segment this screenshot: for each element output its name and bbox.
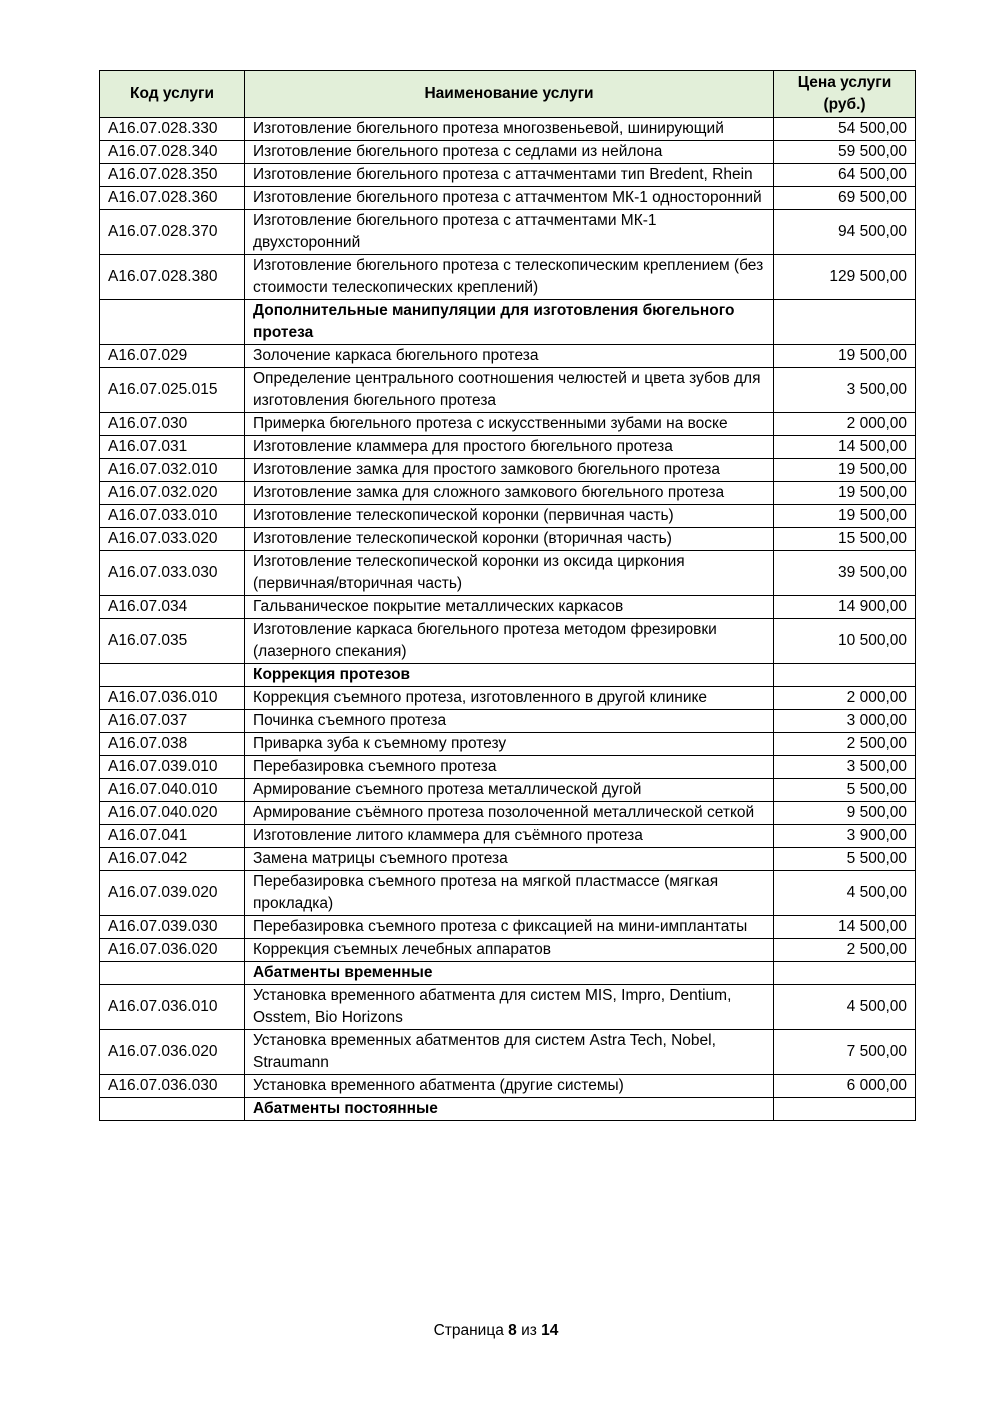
price-table [99, 70, 916, 1121]
cell-name: Установка временных абатментов для систем Astra Tech, Nobel, Straumann [245, 1030, 774, 1075]
cell-code: A16.07.036.020 [100, 1030, 245, 1075]
cell-name: Изготовление телескопической коронки из оксида циркония (первичная/вторичная часть) [245, 551, 774, 596]
cell-price: 10 500,00 [774, 619, 916, 664]
table-row [100, 1030, 916, 1075]
cell-price [774, 300, 916, 345]
table-row [100, 551, 916, 596]
cell-name: Приварка зуба к съемному протезу [245, 733, 774, 756]
cell-price: 94 500,00 [774, 210, 916, 255]
cell-name: Перебазировка съемного протеза [245, 756, 774, 779]
cell-code [100, 1098, 245, 1121]
table-row [100, 436, 916, 459]
table-row [100, 710, 916, 733]
cell-price [774, 962, 916, 985]
cell-name: Коррекция съемного протеза, изготовленного в другой клинике [245, 687, 774, 710]
cell-price: 7 500,00 [774, 1030, 916, 1075]
table-row [100, 1075, 916, 1098]
cell-code: A16.07.029 [100, 345, 245, 368]
cell-name: Изготовление телескопической коронки (первичная часть) [245, 505, 774, 528]
cell-code: A16.07.041 [100, 825, 245, 848]
table-row [100, 164, 916, 187]
table-row [100, 141, 916, 164]
cell-code: A16.07.030 [100, 413, 245, 436]
cell-code: A16.07.035 [100, 619, 245, 664]
page-footer [0, 1322, 992, 1340]
table-row [100, 596, 916, 619]
cell-name: Изготовление телескопической коронки (вторичная часть) [245, 528, 774, 551]
cell-code: A16.07.031 [100, 436, 245, 459]
cell-code: A16.07.032.020 [100, 482, 245, 505]
cell-name: Изготовление бюгельного протеза многозвеньевой, шинирующий [245, 118, 774, 141]
cell-code: A16.07.033.030 [100, 551, 245, 596]
cell-code: A16.07.036.020 [100, 939, 245, 962]
cell-code: A16.07.033.010 [100, 505, 245, 528]
table-row [100, 939, 916, 962]
cell-name: Гальваническое покрытие металлических каркасов [245, 596, 774, 619]
cell-price: 59 500,00 [774, 141, 916, 164]
cell-name: Изготовление бюгельного протеза с аттачментами тип Bredent, Rhein [245, 164, 774, 187]
column-header-code: Код услуги [100, 71, 245, 118]
cell-name: Золочение каркаса бюгельного протеза [245, 345, 774, 368]
cell-code: A16.07.039.020 [100, 871, 245, 916]
cell-price: 5 500,00 [774, 779, 916, 802]
cell-code: A16.07.028.380 [100, 255, 245, 300]
cell-code: A16.07.036.030 [100, 1075, 245, 1098]
table-row [100, 871, 916, 916]
table-row [100, 459, 916, 482]
cell-price: 64 500,00 [774, 164, 916, 187]
table-row [100, 733, 916, 756]
cell-code [100, 300, 245, 345]
cell-price: 3 000,00 [774, 710, 916, 733]
cell-name: Установка временного абатмента (другие системы) [245, 1075, 774, 1098]
table-row [100, 345, 916, 368]
cell-name: Изготовление бюгельного протеза с седлами из нейлона [245, 141, 774, 164]
cell-price: 2 500,00 [774, 733, 916, 756]
table-row [100, 619, 916, 664]
cell-code [100, 664, 245, 687]
cell-code: A16.07.040.020 [100, 802, 245, 825]
cell-price: 3 500,00 [774, 756, 916, 779]
cell-price: 3 900,00 [774, 825, 916, 848]
table-row [100, 779, 916, 802]
cell-price: 2 000,00 [774, 687, 916, 710]
cell-name: Изготовление бюгельного протеза с телескопическим креплением (без стоимости телескопических креплений) [245, 255, 774, 300]
table-section-row [100, 664, 916, 687]
cell-price [774, 1098, 916, 1121]
table-row [100, 802, 916, 825]
cell-price: 5 500,00 [774, 848, 916, 871]
table-row [100, 118, 916, 141]
cell-code: A16.07.028.330 [100, 118, 245, 141]
cell-name: Коррекция съемных лечебных аппаратов [245, 939, 774, 962]
table-row [100, 255, 916, 300]
cell-price: 15 500,00 [774, 528, 916, 551]
table-row [100, 505, 916, 528]
cell-name: Перебазировка съемного протеза на мягкой пластмассе (мягкая прокладка) [245, 871, 774, 916]
cell-code: A16.07.042 [100, 848, 245, 871]
cell-name: Дополнительные манипуляции для изготовления бюгельного протеза [245, 300, 774, 345]
table-row [100, 187, 916, 210]
cell-code [100, 962, 245, 985]
page-current: 8 [508, 1322, 517, 1339]
cell-name: Перебазировка съемного протеза с фиксацией на мини-имплантаты [245, 916, 774, 939]
table-row [100, 825, 916, 848]
cell-code: A16.07.038 [100, 733, 245, 756]
cell-price: 14 500,00 [774, 436, 916, 459]
cell-name: Починка съемного протеза [245, 710, 774, 733]
cell-name: Коррекция протезов [245, 664, 774, 687]
cell-name: Примерка бюгельного протеза с искусственными зубами на воске [245, 413, 774, 436]
cell-price: 6 000,00 [774, 1075, 916, 1098]
cell-price: 19 500,00 [774, 345, 916, 368]
table-row [100, 482, 916, 505]
table-row [100, 528, 916, 551]
column-header-price: Цена услуги (руб.) [774, 71, 916, 118]
cell-name: Изготовление замка для сложного замкового бюгельного протеза [245, 482, 774, 505]
cell-price: 3 500,00 [774, 368, 916, 413]
page-of-label: из [521, 1322, 537, 1339]
cell-code: A16.07.039.010 [100, 756, 245, 779]
cell-code: A16.07.028.340 [100, 141, 245, 164]
cell-name: Определение центрального соотношения челюстей и цвета зубов для изготовления бюгельного протеза [245, 368, 774, 413]
cell-code: A16.07.034 [100, 596, 245, 619]
cell-name: Армирование съёмного протеза позолоченной металлической сеткой [245, 802, 774, 825]
cell-price: 2 000,00 [774, 413, 916, 436]
cell-price [774, 664, 916, 687]
cell-code: A16.07.040.010 [100, 779, 245, 802]
cell-price: 129 500,00 [774, 255, 916, 300]
cell-price: 14 500,00 [774, 916, 916, 939]
cell-name: Изготовление кламмера для простого бюгельного протеза [245, 436, 774, 459]
cell-code: A16.07.037 [100, 710, 245, 733]
cell-name: Изготовление каркаса бюгельного протеза методом фрезировки (лазерного спекания) [245, 619, 774, 664]
table-section-row [100, 1098, 916, 1121]
table-row [100, 210, 916, 255]
table-body [100, 118, 916, 1121]
cell-code: A16.07.025.015 [100, 368, 245, 413]
table-row [100, 985, 916, 1030]
page-label: Страница [433, 1322, 504, 1339]
table-section-row [100, 300, 916, 345]
column-header-name: Наименование услуги [245, 71, 774, 118]
cell-price: 69 500,00 [774, 187, 916, 210]
cell-price: 39 500,00 [774, 551, 916, 596]
table-row [100, 756, 916, 779]
table-row [100, 413, 916, 436]
cell-code: A16.07.033.020 [100, 528, 245, 551]
cell-code: A16.07.028.360 [100, 187, 245, 210]
cell-name: Замена матрицы съемного протеза [245, 848, 774, 871]
cell-code: A16.07.036.010 [100, 687, 245, 710]
cell-price: 14 900,00 [774, 596, 916, 619]
cell-code: A16.07.036.010 [100, 985, 245, 1030]
table-row [100, 848, 916, 871]
cell-name: Установка временного абатмента для систем MIS, Impro, Dentium, Osstem, Bio Horizons [245, 985, 774, 1030]
cell-name: Изготовление бюгельного протеза с аттачментом МК-1 односторонний [245, 187, 774, 210]
table-section-row [100, 962, 916, 985]
table-header-row [100, 71, 916, 118]
table-row [100, 368, 916, 413]
cell-name: Армирование съемного протеза металлической дугой [245, 779, 774, 802]
cell-price: 19 500,00 [774, 482, 916, 505]
cell-name: Абатменты временные [245, 962, 774, 985]
cell-price: 9 500,00 [774, 802, 916, 825]
cell-name: Изготовление литого кламмера для съёмного протеза [245, 825, 774, 848]
cell-price: 54 500,00 [774, 118, 916, 141]
cell-price: 4 500,00 [774, 871, 916, 916]
cell-price: 2 500,00 [774, 939, 916, 962]
cell-price: 19 500,00 [774, 505, 916, 528]
cell-code: A16.07.028.370 [100, 210, 245, 255]
cell-name: Абатменты постоянные [245, 1098, 774, 1121]
cell-price: 19 500,00 [774, 459, 916, 482]
cell-price: 4 500,00 [774, 985, 916, 1030]
cell-name: Изготовление замка для простого замкового бюгельного протеза [245, 459, 774, 482]
cell-code: A16.07.039.030 [100, 916, 245, 939]
cell-code: A16.07.028.350 [100, 164, 245, 187]
cell-code: A16.07.032.010 [100, 459, 245, 482]
page-total: 14 [541, 1322, 559, 1339]
cell-name: Изготовление бюгельного протеза с аттачментами МК-1 двухсторонний [245, 210, 774, 255]
table-row [100, 687, 916, 710]
table-row [100, 916, 916, 939]
